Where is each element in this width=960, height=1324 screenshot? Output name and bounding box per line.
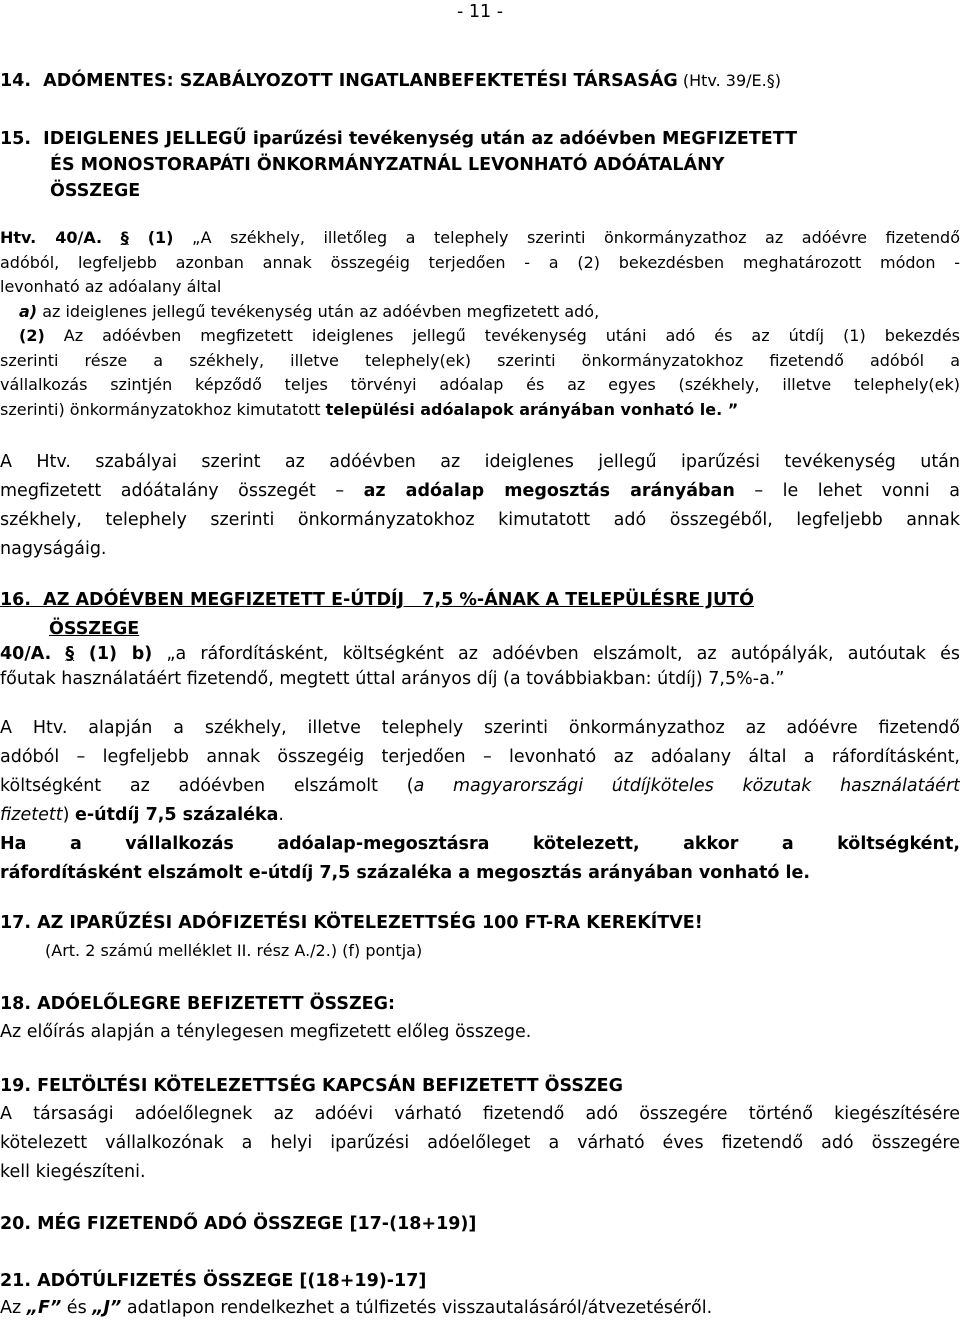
- section-14-title-main: 14. ADÓMENTES: SZABÁLYOZOTT INGATLANBEFEKTETÉSI TÁRSASÁG: [0, 71, 678, 91]
- explanation-line-1: A Htv. szabályai szerint az adóévben az ideiglenes jellegű iparűzési tevékenység után: [0, 452, 960, 472]
- section-21-text: [0, 1298, 960, 1318]
- section-16-law-ref: 40/A.: [0, 644, 52, 664]
- section-16-bold-note: [0, 830, 960, 888]
- law-quote-line-8: [0, 398, 960, 423]
- form-j-ref: „J”: [92, 1298, 122, 1318]
- section-16-bold-phrase: e-útdíj 7,5 százaléka: [75, 805, 279, 825]
- section-16-explanation: [0, 714, 960, 830]
- section-16-explanation-line-1: A Htv. alapján a székhely, illetve telephely szerinti önkormányzathoz az adóévre fizetendő: [0, 718, 960, 738]
- section-18-title: 18. ADÓELŐLEGRE BEFIZETETT ÖSSZEG:: [0, 994, 395, 1014]
- section-14-title: [0, 71, 960, 91]
- explanation-line-3: székhely, telephely szerinti önkormányzatokhoz kimutatott adó összegéből, legfeljebb annak: [0, 510, 960, 530]
- section-16-bold-line-1: Ha a vállalkozás adóalap-megosztásra kötelezett, akkor a költségként,: [0, 834, 960, 854]
- section-20-title: 20. MÉG FIZETENDŐ ADÓ ÖSSZEGE [17-(18+19)]: [0, 1214, 477, 1234]
- explanation-line-2-end: – le lehet vonni a: [734, 481, 960, 501]
- law-quote-close: ”: [722, 399, 739, 419]
- explanation-line-2-text: megfizetett adóátalány összegét –: [0, 481, 364, 501]
- section-14-law-ref: (Htv. 39/E.§): [677, 71, 781, 90]
- section-19-text: [0, 1100, 960, 1187]
- section-16-title: [0, 586, 960, 644]
- section-16-explanation-line-3: [0, 772, 960, 801]
- section-16-law-line-1: [0, 642, 960, 667]
- law-ref: Htv. 40/A.: [0, 228, 103, 247]
- section-19-line-1: A társasági adóelőlegnek az adóévi várható fizetendő adó összegére történő kiegészítésére: [0, 1104, 960, 1124]
- section-16-explanation-line-3-text: költségként az adóévben elszámolt (: [0, 776, 414, 796]
- law-quote-line-3: levonható az adóalany által: [0, 277, 222, 296]
- form-f-ref: „F”: [26, 1298, 62, 1318]
- section-19-title: 19. FELTÖLTÉSI KÖTELEZETTSÉG KAPCSÁN BEFIZETETT ÖSSZEG: [0, 1076, 623, 1096]
- section-15-title-line-2: ÉS MONOSTORAPÁTI ÖNKORMÁNYZATNÁL LEVONHATÓ ADÓÁTALÁNY: [50, 155, 725, 175]
- section-21-text-end: adatlapon rendelkezhet a túlfizetés visszautalásáról/átvezetéséről.: [121, 1298, 713, 1318]
- section-16-law-quote: [0, 642, 960, 691]
- section-16-law-text-1: „a ráfordításként, költségként az adóévben elszámolt, az autópályák, autóutak és: [152, 644, 960, 664]
- explanation-line-4: nagyságáig.: [0, 539, 107, 559]
- paragraph-sign: §: [120, 228, 129, 247]
- paragraph-number: (1): [128, 228, 174, 247]
- law-quote-line-2: adóból, legfeljebb azonban annak összegéig terjedően - a (2) bekezdésben meghatározott módon -: [0, 252, 960, 272]
- law-quote-paragraph-2: [0, 324, 960, 349]
- section-18-text: Az előírás alapján a ténylegesen megfizetett előleg összege.: [0, 1022, 532, 1042]
- section-16-period: .: [278, 805, 284, 825]
- explanation-emphasis: az adóalap megosztás arányában: [363, 481, 735, 501]
- section-16-title-line-2: ÖSSZEGE: [49, 619, 140, 639]
- section-16-italic-fizetett: fizetett: [0, 805, 63, 825]
- section-16-explanation-line-4: [0, 801, 960, 830]
- section-15-explanation: [0, 448, 960, 564]
- section-19-line-3: kell kiegészíteni.: [0, 1162, 146, 1182]
- paragraph-2-label: (2): [19, 326, 45, 345]
- section-15-title: [0, 126, 960, 204]
- page-number: - 11 -: [456, 2, 504, 22]
- section-16-law-line-2: főutak használatáért fizetendő, megtett úttal arányos díj (a továbbiakban: útdíj) 7,5%-a.”: [0, 668, 785, 689]
- section-16-bold-line-2: ráfordításként elszámolt e-útdíj 7,5 százaléka a megosztás arányában vonható le.: [0, 863, 811, 883]
- section-16-paren: ): [62, 805, 75, 825]
- section-15-law-quote: [0, 226, 960, 422]
- section-16-paragraph-number: (1) b): [74, 644, 153, 664]
- section-21-text-and: és: [61, 1298, 93, 1318]
- item-a-text: az ideiglenes jellegű tevékenység után az adóévben megfizetett adó,: [37, 301, 600, 321]
- law-quote-line-6: szerinti része a székhely, illetve telephely(ek) szerinti önkormányzatokhoz fizetendő adóból a: [0, 350, 960, 370]
- section-16-paragraph-sign: §: [65, 644, 75, 664]
- explanation-line-2: [0, 477, 960, 506]
- law-quote-line-8-text: szerinti) önkormányzatokhoz kimutatott: [0, 399, 326, 419]
- law-quote-item-a: [0, 300, 960, 325]
- section-15-title-line-1: 15. IDEIGLENES JELLEGŰ iparűzési tevékenység után az adóévben MEGFIZETETT: [0, 129, 798, 149]
- section-21-title: 21. ADÓTÚLFIZETÉS ÖSSZEGE [(18+19)-17]: [0, 1271, 427, 1291]
- section-17-reference: (Art. 2 számú melléklet II. rész A./2.) (f) pontja): [45, 941, 423, 960]
- law-text-1: „A székhely, illetőleg a telephely szerinti önkormányzathoz az adóévre fizetendő: [173, 228, 960, 247]
- section-16-italic-phrase: a magyarországi útdíjköteles közutak használatáért: [413, 776, 960, 796]
- section-21-text-start: Az: [0, 1298, 27, 1318]
- item-a-label: a): [19, 301, 38, 321]
- law-quote-line-1: [0, 226, 960, 251]
- section-16-explanation-line-2: adóból – legfeljebb annak összegéig terjedően – levonható az adóalany által a ráfordításként,: [0, 747, 960, 767]
- section-17-title: 17. AZ IPARŰZÉSI ADÓFIZETÉSI KÖTELEZETTSÉG 100 FT-RA KEREKÍTVE!: [0, 913, 703, 933]
- law-quote-line-7: vállalkozás szintjén képződő teljes törvényi adóalap és az egyes (székhely, illetve telephely(ek): [0, 375, 960, 394]
- paragraph-2-text: Az adóévben megfizetett ideiglenes jellegű tevékenység utáni adó és az útdíj (1) bekezdés: [44, 326, 960, 345]
- law-quote-emphasis: települési adóalapok arányában vonható le.: [325, 399, 723, 419]
- section-19-line-2: kötelezett vállalkozónak a helyi iparűzési adóelőleget a várható éves fizetendő adó összegére: [0, 1133, 960, 1153]
- section-16-title-line-1: 16. AZ ADÓÉVBEN MEGFIZETETT E-ÚTDÍJ 7,5 %-ÁNAK A TELEPÜLÉSRE JUTÓ: [0, 590, 754, 610]
- section-15-title-line-3: ÖSSZEGE: [50, 181, 141, 201]
